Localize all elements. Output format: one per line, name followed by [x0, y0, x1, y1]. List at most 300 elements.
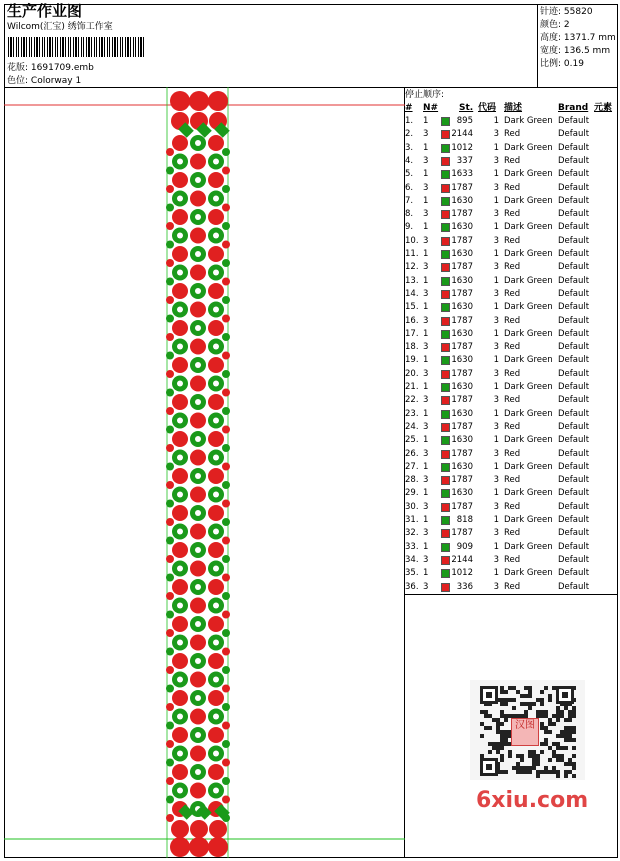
row-brand: Default: [558, 315, 590, 326]
qr-module: [568, 718, 572, 722]
row-description: Red: [504, 448, 521, 459]
red-motif: [190, 746, 206, 762]
motif-center: [195, 288, 201, 294]
color-swatch: [441, 450, 450, 459]
row-description: Red: [504, 209, 521, 220]
edge-motif: [166, 722, 174, 730]
row-description: Dark Green: [504, 142, 553, 153]
row-code: 3: [423, 129, 429, 140]
motif-center: [177, 418, 183, 424]
stat-value: 2: [563, 20, 570, 30]
red-motif: [172, 468, 188, 484]
row-description: Red: [504, 421, 521, 432]
table-row: [405, 168, 615, 181]
table-row: [405, 474, 615, 487]
qr-module: [548, 718, 552, 722]
motif-center: [195, 510, 201, 516]
motif-center: [195, 732, 201, 738]
edge-motif: [222, 370, 230, 378]
motif-center: [213, 455, 219, 461]
color-swatch: [441, 250, 450, 259]
motif-center: [177, 788, 183, 794]
qr-module: [504, 742, 508, 746]
row-code2: 1: [493, 461, 499, 472]
qr-module: [552, 722, 556, 726]
motif-center: [213, 381, 219, 387]
edge-motif: [222, 185, 230, 193]
qr-module: [516, 754, 520, 758]
qr-module: [488, 742, 492, 746]
qr-module: [544, 770, 548, 774]
row-brand: Default: [558, 528, 590, 539]
stat-colors: [540, 20, 570, 31]
color-swatch: [441, 290, 450, 299]
qr-module: [572, 710, 576, 714]
row-number: 36.: [405, 581, 419, 592]
qr-module: [532, 750, 536, 754]
row-code2: 3: [493, 528, 499, 539]
qr-module: [496, 750, 500, 754]
qr-module: [516, 762, 520, 766]
red-motif: [172, 505, 188, 521]
motif-center: [213, 344, 219, 350]
motif-center: [177, 603, 183, 609]
red-motif: [172, 320, 188, 336]
motif-center: [177, 381, 183, 387]
qr-module: [548, 698, 552, 702]
edge-motif: [222, 352, 230, 360]
red-motif: [172, 172, 188, 188]
row-number: 20.: [405, 368, 419, 379]
edge-motif: [222, 796, 230, 804]
qr-module: [500, 698, 504, 702]
qr-module: [548, 746, 552, 750]
qr-module: [564, 762, 568, 766]
qr-module: [540, 750, 544, 754]
qr-module: [488, 714, 492, 718]
row-description: Red: [504, 182, 521, 193]
design-file-line: [7, 63, 94, 74]
edge-motif: [166, 759, 174, 767]
row-code: 3: [423, 528, 429, 539]
page-title: 生产作业图: [7, 2, 83, 20]
qr-module: [484, 710, 488, 714]
stat-label: 颜色:: [540, 20, 562, 30]
edge-motif: [166, 592, 174, 600]
motif-center: [213, 233, 219, 239]
row-brand: Default: [558, 541, 590, 552]
motif-center: [213, 751, 219, 757]
qr-module: [552, 742, 556, 746]
motif-center: [195, 436, 201, 442]
row-brand: Default: [558, 129, 590, 140]
company-name: Wilcom(汇宝) 绣饰工作室: [7, 22, 113, 32]
qr-module: [556, 774, 560, 778]
row-stitches: 1633: [451, 169, 473, 180]
row-brand: Default: [558, 554, 590, 565]
qr-module: [492, 742, 496, 746]
qr-module: [572, 746, 576, 750]
qr-module: [544, 730, 548, 734]
table-row: [405, 182, 615, 195]
edge-motif: [166, 185, 174, 193]
qr-module: [500, 686, 504, 690]
color-swatch: [441, 144, 450, 153]
row-stitches: 2144: [451, 554, 473, 565]
edge-motif: [222, 759, 230, 767]
edge-motif: [166, 500, 174, 508]
red-motif: [208, 727, 224, 743]
qr-module: [480, 734, 484, 738]
row-code: 3: [423, 475, 429, 486]
qr-module: [528, 686, 532, 690]
row-code2: 1: [493, 249, 499, 259]
row-brand: Default: [558, 461, 590, 472]
red-motif: [208, 690, 224, 706]
qr-module: [500, 742, 504, 746]
edge-motif: [166, 481, 174, 489]
table-row: [405, 208, 615, 221]
edge-motif: [222, 574, 230, 582]
row-code2: 3: [493, 448, 499, 459]
row-stitches: 1630: [451, 435, 473, 446]
row-number: 26.: [405, 448, 419, 459]
table-row: [405, 448, 615, 461]
stat-label: 针迹:: [540, 7, 562, 17]
row-code2: 3: [493, 262, 499, 273]
red-motif: [172, 246, 188, 262]
edge-motif: [222, 537, 230, 545]
qr-module: [572, 762, 576, 766]
row-stitches: 1630: [451, 461, 473, 472]
row-code: 1: [423, 435, 429, 446]
row-stitches: 2144: [451, 129, 473, 140]
row-number: 21.: [405, 382, 419, 392]
edge-motif: [166, 407, 174, 415]
red-motif: [190, 339, 206, 355]
col-header-description: 描述: [504, 103, 523, 113]
row-stitches: 1787: [451, 342, 473, 353]
row-code2: 1: [493, 568, 499, 579]
qr-module: [500, 738, 504, 742]
color-swatch: [441, 197, 450, 206]
row-code: 3: [423, 288, 429, 299]
table-row: [405, 261, 615, 274]
red-motif: [190, 228, 206, 244]
table-row: [405, 155, 615, 168]
colorway-label: 色位:: [7, 76, 29, 86]
qr-module: [524, 770, 528, 774]
qr-module: [536, 774, 540, 778]
red-motif: [190, 487, 206, 503]
red-motif: [208, 320, 224, 336]
table-row: [405, 408, 615, 421]
color-swatch: [441, 157, 450, 166]
qr-module: [540, 742, 544, 746]
edge-motif: [222, 500, 230, 508]
motif-center: [213, 418, 219, 424]
edge-motif: [166, 352, 174, 360]
edge-motif: [166, 222, 174, 230]
qr-module: [560, 710, 564, 714]
qr-module: [556, 742, 560, 746]
qr-module: [500, 714, 504, 718]
qr-module: [572, 730, 576, 734]
row-description: Dark Green: [504, 382, 553, 392]
row-number: 5.: [405, 169, 414, 180]
row-number: 19.: [405, 355, 419, 366]
row-brand: Default: [558, 169, 590, 180]
stat-value: 55820: [563, 7, 593, 17]
row-brand: Default: [558, 448, 590, 459]
row-number: 30.: [405, 501, 419, 512]
stop-sequence-title: 停止顺序:: [405, 90, 445, 100]
motif-center: [195, 177, 201, 183]
col-header-element: 元素: [594, 103, 613, 113]
row-code: 3: [423, 395, 429, 406]
red-motif: [172, 542, 188, 558]
qr-module: [500, 730, 504, 734]
row-number: 13.: [405, 275, 419, 286]
red-motif: [190, 524, 206, 540]
row-description: Dark Green: [504, 568, 553, 579]
row-code: 1: [423, 169, 429, 180]
row-code: 1: [423, 541, 429, 552]
color-swatch: [441, 503, 450, 512]
qr-module: [544, 710, 548, 714]
row-code: 1: [423, 355, 429, 366]
row-code2: 1: [493, 355, 499, 366]
row-code2: 1: [493, 275, 499, 286]
row-stitches: 909: [456, 541, 473, 552]
stat-label: 比例:: [540, 59, 562, 69]
qr-module: [516, 770, 520, 774]
qr-module: [528, 702, 532, 706]
row-code2: 1: [493, 222, 499, 233]
qr-module: [500, 734, 504, 738]
qr-module: [516, 690, 520, 694]
edge-motif: [166, 648, 174, 656]
row-stitches: 1787: [451, 395, 473, 406]
qr-module: [496, 746, 500, 750]
table-row: [405, 434, 615, 447]
row-code2: 3: [493, 315, 499, 326]
qr-module: [524, 710, 528, 714]
row-description: Dark Green: [504, 328, 553, 339]
color-swatch: [441, 184, 450, 193]
edge-motif: [222, 204, 230, 212]
row-brand: Default: [558, 342, 590, 353]
row-code2: 3: [493, 554, 499, 565]
row-brand: Default: [558, 262, 590, 273]
edge-motif: [166, 389, 174, 397]
row-brand: Default: [558, 195, 590, 206]
red-motif: [190, 709, 206, 725]
qr-module: [568, 738, 572, 742]
color-swatch: [441, 476, 450, 485]
qr-module: [500, 754, 504, 758]
row-number: 18.: [405, 342, 419, 353]
red-motif: [190, 154, 206, 170]
row-code2: 3: [493, 421, 499, 432]
edge-motif: [166, 555, 174, 563]
row-code: 1: [423, 116, 429, 126]
edge-motif: [166, 333, 174, 341]
edge-motif: [166, 204, 174, 212]
color-swatch: [441, 117, 450, 126]
col-header-code2: 代码: [478, 103, 497, 113]
row-brand: Default: [558, 249, 590, 259]
row-code: 3: [423, 501, 429, 512]
design-label: 花版:: [7, 63, 29, 73]
qr-module: [572, 774, 576, 778]
table-row: [405, 514, 615, 527]
row-number: 23.: [405, 408, 419, 419]
row-brand: Default: [558, 435, 590, 446]
row-stitches: 1787: [451, 315, 473, 326]
row-stitches: 1630: [451, 488, 473, 499]
qr-module: [548, 730, 552, 734]
motif-center: [195, 140, 201, 146]
motif-center: [195, 473, 201, 479]
qr-module: [500, 722, 504, 726]
qr-module: [520, 754, 524, 758]
qr-module: [560, 734, 564, 738]
edge-motif: [222, 222, 230, 230]
motif-center: [213, 159, 219, 165]
red-motif: [172, 616, 188, 632]
row-number: 33.: [405, 541, 419, 552]
row-code: 3: [423, 235, 429, 246]
row-brand: Default: [558, 275, 590, 286]
row-brand: Default: [558, 182, 590, 193]
qr-module: [556, 754, 560, 758]
row-description: Red: [504, 581, 521, 592]
qr-module: [532, 762, 536, 766]
bottom-scallop: [171, 820, 189, 838]
edge-motif: [166, 574, 174, 582]
row-code2: 1: [493, 328, 499, 339]
qr-module: [556, 710, 560, 714]
row-code: 3: [423, 155, 429, 166]
motif-center: [195, 214, 201, 220]
red-motif: [190, 413, 206, 429]
motif-center: [177, 677, 183, 683]
row-stitches: 1630: [451, 408, 473, 419]
qr-module: [480, 722, 484, 726]
qr-module: [552, 770, 556, 774]
color-swatch: [441, 529, 450, 538]
row-description: Dark Green: [504, 249, 553, 259]
row-code2: 1: [493, 116, 499, 126]
qr-module: [504, 738, 508, 742]
edge-motif: [222, 333, 230, 341]
motif-center: [177, 714, 183, 720]
qr-module: [504, 718, 508, 722]
motif-center: [213, 566, 219, 572]
edge-motif: [222, 592, 230, 600]
table-row: [405, 301, 615, 314]
qr-module: [508, 750, 512, 754]
row-brand: Default: [558, 488, 590, 499]
qr-module: [568, 770, 572, 774]
qr-module: [536, 770, 540, 774]
edge-motif: [166, 444, 174, 452]
table-row: [405, 501, 615, 514]
row-brand: Default: [558, 515, 590, 525]
edge-motif: [222, 666, 230, 674]
qr-module: [536, 758, 540, 762]
table-row: [405, 381, 615, 394]
red-motif: [208, 764, 224, 780]
motif-center: [177, 640, 183, 646]
edge-motif: [222, 463, 230, 471]
red-motif: [208, 135, 224, 151]
edge-motif: [222, 315, 230, 323]
qr-module: [560, 758, 564, 762]
row-description: Red: [504, 262, 521, 273]
edge-motif: [166, 629, 174, 637]
row-number: 3.: [405, 142, 414, 153]
edge-motif: [166, 777, 174, 785]
barcode: [8, 37, 145, 57]
row-code: 1: [423, 249, 429, 259]
qr-module: [508, 698, 512, 702]
color-swatch: [441, 303, 450, 312]
row-code2: 3: [493, 342, 499, 353]
row-description: Red: [504, 554, 521, 565]
table-row: [405, 368, 615, 381]
qr-module: [528, 694, 532, 698]
qr-module: [568, 730, 572, 734]
motif-center: [177, 307, 183, 313]
red-motif: [208, 394, 224, 410]
row-code2: 3: [493, 475, 499, 486]
red-motif: [190, 191, 206, 207]
color-swatch: [441, 343, 450, 352]
row-stitches: 1787: [451, 421, 473, 432]
row-code2: 3: [493, 209, 499, 220]
row-brand: Default: [558, 408, 590, 419]
row-number: 16.: [405, 315, 419, 326]
qr-module: [532, 754, 536, 758]
qr-module: [544, 714, 548, 718]
qr-module: [500, 770, 504, 774]
col-header-no: #: [405, 103, 413, 113]
top-scallop: [189, 91, 209, 111]
qr-module: [536, 762, 540, 766]
row-brand: Default: [558, 382, 590, 392]
qr-module: [504, 714, 508, 718]
row-description: Dark Green: [504, 302, 553, 313]
red-motif: [190, 450, 206, 466]
color-swatch: [441, 317, 450, 326]
qr-module: [564, 770, 568, 774]
row-description: Red: [504, 235, 521, 246]
row-code2: 3: [493, 288, 499, 299]
edge-motif: [166, 814, 174, 822]
row-number: 4.: [405, 155, 414, 166]
qr-module: [504, 702, 508, 706]
row-description: Dark Green: [504, 541, 553, 552]
edge-motif: [222, 722, 230, 730]
edge-motif: [222, 518, 230, 526]
red-motif: [172, 653, 188, 669]
edge-motif: [166, 296, 174, 304]
motif-center: [213, 677, 219, 683]
top-scallop: [170, 91, 190, 111]
table-row: [405, 554, 615, 567]
